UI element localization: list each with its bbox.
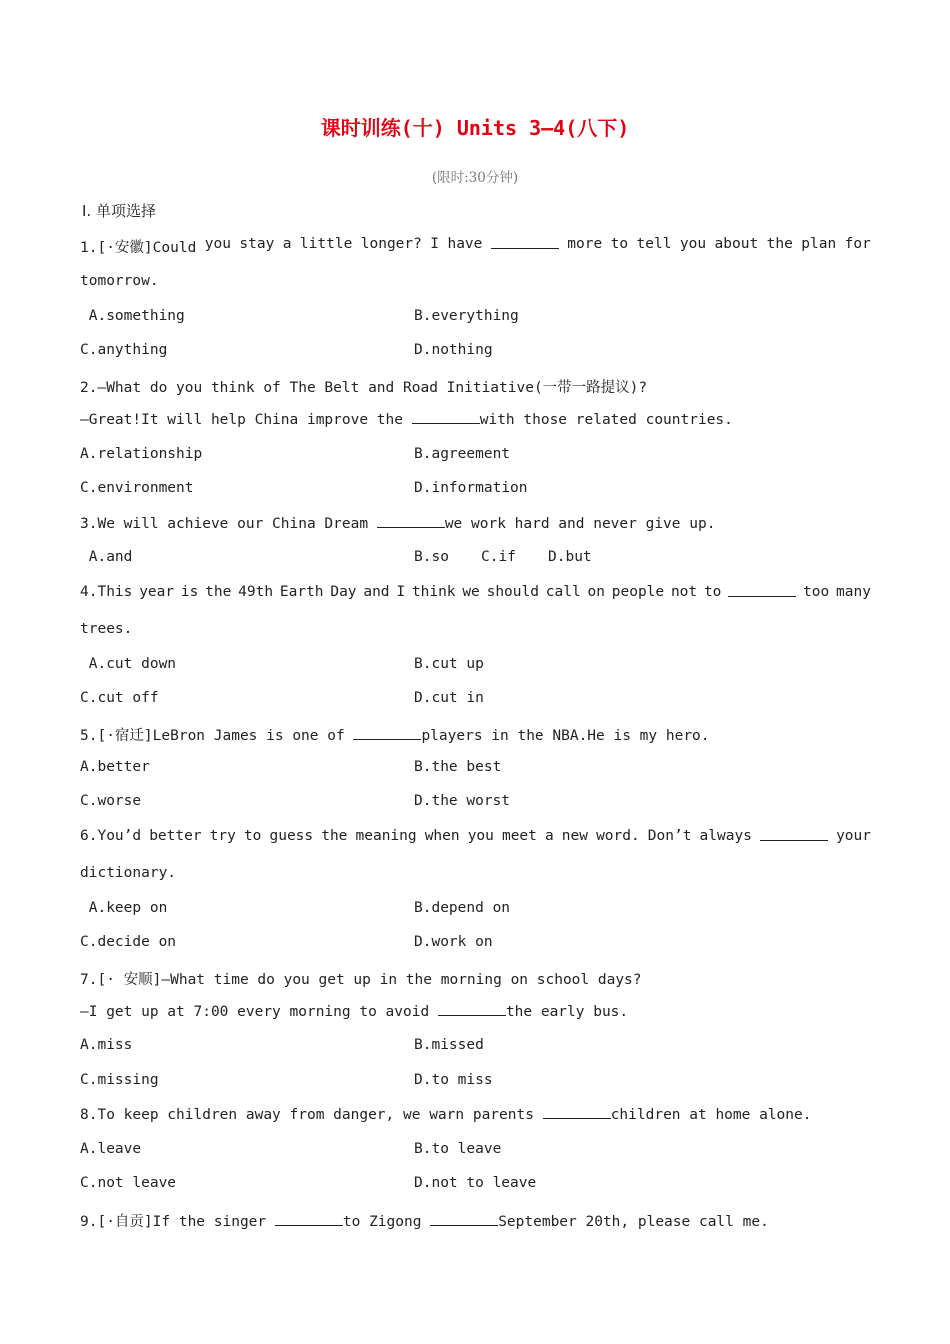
stem-word: new [561, 828, 588, 844]
stem-word: always [699, 828, 752, 844]
stem-word: more [567, 236, 603, 252]
answer-blank [412, 411, 480, 424]
question-6-stem-cont: dictionary. [80, 865, 177, 881]
stem-word: to [243, 828, 262, 844]
section-title: Ⅰ. 单项选择 [82, 202, 156, 220]
answer-blank [353, 727, 421, 740]
stem-word: when [424, 828, 460, 844]
question-1-option-d: D.nothing [414, 342, 493, 358]
answer-blank [760, 828, 828, 841]
stem-word: for [844, 236, 871, 252]
question-3-option-a: A.and [80, 549, 133, 565]
page-title: 课时训练(十) Units 3—4(八下) [320, 116, 630, 140]
stem-word: the [766, 236, 793, 252]
stem-word: on [587, 584, 605, 600]
question-1-stem-cont: tomorrow. [80, 273, 159, 289]
question-5-option-c: C.worse [80, 793, 142, 809]
stem-word: try [209, 828, 236, 844]
answer-blank [491, 236, 559, 249]
stem-word: 49th [238, 584, 274, 600]
stem-word: 1.[·安徽]Could [80, 240, 197, 256]
question-8-option-c: C.not leave [80, 1175, 177, 1191]
question-1-option-a: A.something [80, 308, 185, 324]
question-4-option-a: A.cut down [80, 656, 177, 672]
question-6-option-a: A.keep on [80, 900, 168, 916]
answer-blank [275, 1213, 343, 1226]
question-7-stem: 7.[· 安顺]—What time do you get up in the morning on school days? [80, 972, 642, 988]
stem-word: have [447, 236, 483, 252]
stem-word: a [544, 828, 554, 844]
question-3-option-d: D.but [548, 549, 592, 565]
stem-word: too [803, 584, 830, 600]
question-3-option-c: C.if [481, 549, 516, 565]
question-2-option-d: D.information [414, 480, 528, 496]
question-5-option-d: D.the worst [414, 793, 511, 809]
answer-blank [377, 515, 445, 528]
question-7-option-b: B.missed [414, 1037, 484, 1053]
question-5-option-b: B.the best [414, 759, 502, 775]
stem-word: is [180, 584, 199, 600]
stem-word: Day [330, 584, 357, 600]
stem-word: should [486, 584, 539, 600]
stem-word: many [836, 584, 871, 600]
stem-word: you [467, 828, 494, 844]
stem-word: tell [636, 236, 672, 252]
question-6-stem [80, 828, 871, 844]
stem-word: Earth [279, 584, 324, 600]
answer-blank [438, 1003, 506, 1016]
stem-word: I [396, 584, 406, 600]
stem-word: about [714, 236, 759, 252]
stem-word: you [204, 236, 231, 252]
stem-word: 6.You’d [80, 828, 142, 844]
answer-blank [430, 1213, 498, 1226]
question-1-option-c: C.anything [80, 342, 168, 358]
stem-word: little [299, 236, 353, 252]
question-6-option-b: B.depend on [414, 900, 511, 916]
question-2-stem-reply: —Great!It will help China improve the with those related countries. [80, 412, 733, 428]
stem-word: to [610, 236, 629, 252]
stem-word: the [321, 828, 348, 844]
question-2-option-a: A.relationship [80, 446, 203, 462]
question-6-option-d: D.work on [414, 934, 493, 950]
stem-word: meet [501, 828, 537, 844]
stem-word: word. [596, 828, 640, 844]
question-3-option-b: B.so [414, 549, 449, 565]
stem-word: Don’t [647, 828, 692, 844]
question-4-option-d: D.cut in [414, 690, 484, 706]
stem-word: stay [239, 236, 275, 252]
stem-word: guess [269, 828, 314, 844]
stem-word: better [149, 828, 202, 844]
question-4-option-b: B.cut up [414, 656, 484, 672]
question-2-stem: 2.—What do you think of The Belt and Road Initiative(一带一路提议)? [80, 380, 648, 396]
stem-word: and [363, 584, 390, 600]
stem-word: I [430, 236, 440, 252]
answer-blank [543, 1106, 611, 1119]
question-1-stem [80, 236, 871, 257]
question-7-option-c: C.missing [80, 1072, 159, 1088]
question-9-stem: 9.[·自贡]If the singer to Zigong September 20th, please call me. [80, 1214, 769, 1230]
time-limit: (限时:30分钟) [431, 170, 519, 186]
stem-word: year [139, 584, 175, 600]
question-4-stem [80, 584, 871, 600]
question-5-stem: 5.[·宿迁]LeBron James is one of players in the NBA.He is my hero. [80, 728, 710, 744]
stem-word: your [836, 828, 871, 844]
question-4-option-c: C.cut off [80, 690, 159, 706]
stem-word: the [205, 584, 232, 600]
stem-word: a [282, 236, 292, 252]
stem-word: meaning [355, 828, 417, 844]
stem-word: not [670, 584, 698, 600]
question-5-option-a: A.better [80, 759, 150, 775]
stem-word: you [679, 236, 707, 252]
question-8-option-b: B.to leave [414, 1141, 502, 1157]
question-4-stem-cont: trees. [80, 621, 133, 637]
stem-word: longer? [360, 236, 422, 252]
question-3-stem: 3.We will achieve our China Dream we work hard and never give up. [80, 516, 716, 532]
question-7-option-a: A.miss [80, 1037, 133, 1053]
stem-word: we [462, 584, 480, 600]
question-8-stem: 8.To keep children away from danger, we warn parents children at home alone. [80, 1107, 812, 1123]
answer-blank [728, 584, 796, 597]
stem-word: people [611, 584, 665, 600]
question-7-stem-reply: —I get up at 7:00 every morning to avoid the early bus. [80, 1004, 629, 1020]
question-1-option-b: B.everything [414, 308, 519, 324]
stem-word: to [703, 584, 722, 600]
question-8-option-d: D.not to leave [414, 1175, 537, 1191]
question-2-option-b: B.agreement [414, 446, 511, 462]
question-2-option-c: C.environment [80, 480, 194, 496]
stem-word: plan [801, 236, 837, 252]
stem-word: call [545, 584, 581, 600]
question-8-option-a: A.leave [80, 1141, 142, 1157]
stem-word: think [411, 584, 456, 600]
stem-word: 4.This [80, 584, 133, 600]
question-6-option-c: C.decide on [80, 934, 177, 950]
question-7-option-d: D.to miss [414, 1072, 493, 1088]
